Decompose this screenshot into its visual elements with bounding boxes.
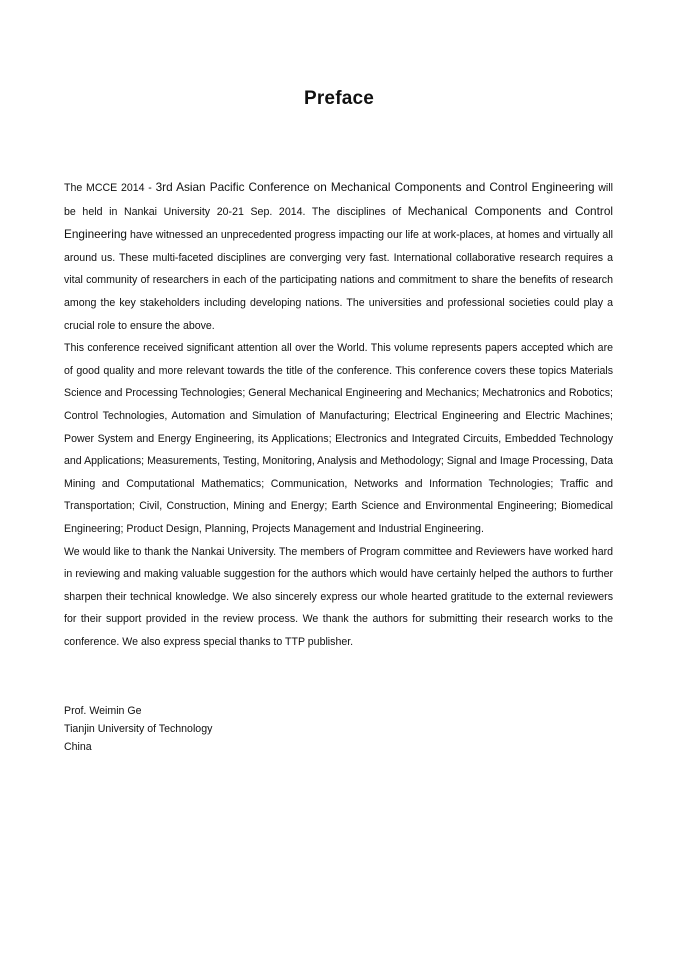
paragraph-topics: This conference received significant attention all over the World. This volume represents papers accepted which are of good quality and more relevant towards the title of the conference. This conference covers these topics Materials Science and Processing Technologies; General Mechanical Engineering and Mechanics; Mechatronics and Robotics; Control Technologies, Automation and Simulation of Manufacturing; Electrical Engineering and Electric Machines; Power System and Energy Engineering, its Applications; Electronics and Integrated Circuits, Embedded Technology and Applications; Measurements, Testing, Monitoring, Analysis and Methodology; Signal and Image Processing, Data Mining and Computational Mathematics; Communication, Networks and Information Technologies; Traffic and Transportation; Civil, Construction, Mining and Energy; Earth Science and Environmental Engineering; Biomedical Engineering; Product Design, Planning, Projects Management and Industrial Engineering. <box>64 342 613 535</box>
paragraph-intro <box>64 176 613 337</box>
conference-name: 3rd Asian Pacific Conference on Mechanical Components and Control Engineering <box>155 180 595 194</box>
preface-body <box>64 176 613 653</box>
paragraph-thanks: We would like to thank the Nankai University. The members of Program committee and Reviewers have worked hard in reviewing and making valuable suggestion for the authors which would have certainly helped the authors to further sharpen their technical knowledge. We also sincerely express our whole hearted gratitude to the external reviewers for their support provided in the review process. We thank the authors for submitting their research works to the conference. We also express special thanks to TTP publisher. <box>64 545 613 648</box>
page-title: Preface <box>303 88 375 109</box>
signature-name: Prof. Weimin Ge <box>64 705 142 717</box>
intro-rest: have witnessed an unprecedented progress impacting our life at work-places, at homes and virtually all around us. These multi-faceted disciplines are converging very fast. International collaborative research requires a vital community of researchers in each of the participating nations and commitment to share the benefits of research among the key stakeholders including developing nations. The universities and professional societies could play a crucial role to ensure the above. <box>64 229 613 332</box>
signature-block <box>64 702 212 756</box>
signature-affiliation: Tianjin University of Technology <box>64 723 213 735</box>
intro-lead: The MCCE 2014 - <box>64 182 152 194</box>
intro-middle: will be held in Nankai University 20-21 Sep. 2014. The disciplines of <box>64 182 613 218</box>
signature-country: China <box>64 741 92 753</box>
field-name: Mechanical Components and Control Engineering <box>64 203 613 242</box>
